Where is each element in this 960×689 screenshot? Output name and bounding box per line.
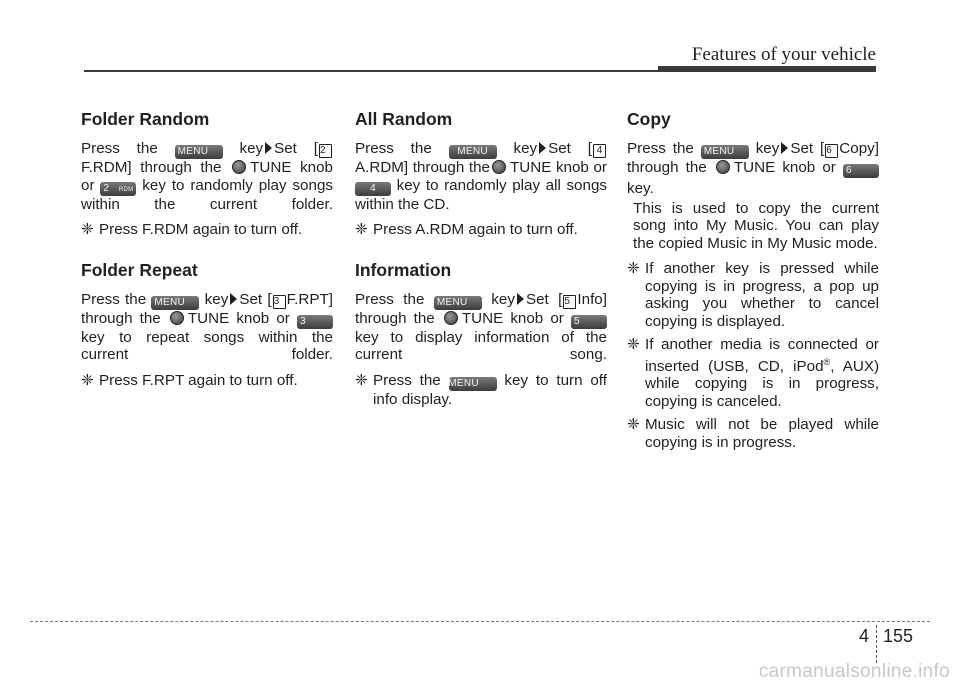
number-2-icon: 2 <box>319 144 332 158</box>
text: Info] <box>577 290 607 308</box>
tune-knob-icon <box>232 160 246 174</box>
text: A.RDM] <box>355 159 409 176</box>
folder-random-heading: Folder Random <box>81 109 210 129</box>
note-mark-icon: ❈ <box>627 260 640 277</box>
text: key <box>491 290 515 308</box>
text: , AUX) while copying is in progress, copying is canceled. <box>645 357 880 410</box>
text: key to randomly play songs within the current folder. <box>81 176 333 213</box>
watermark: carmanualsonline.info <box>758 661 950 682</box>
copy-note-1 <box>627 260 879 330</box>
tune-knob-icon <box>716 160 730 174</box>
key-3-icon: 3 <box>297 315 333 329</box>
text: F.RDM] <box>81 159 132 176</box>
note-mark-icon: ❈ <box>355 371 368 389</box>
tune-knob-icon <box>170 311 184 325</box>
text: through the <box>412 159 490 176</box>
menu-key-icon: MENU <box>701 145 749 159</box>
text: key to turn off info display. <box>373 371 607 408</box>
text: Press the <box>355 290 425 308</box>
text: through the <box>140 159 222 176</box>
text: Set [ <box>790 140 825 157</box>
text: key <box>239 140 264 157</box>
all-random-instruction <box>355 140 607 213</box>
folder-random-instruction <box>81 140 333 213</box>
page-number-divider <box>876 625 877 663</box>
text: Press the <box>81 140 158 157</box>
text: Press F.RPT again to turn off. <box>99 371 298 389</box>
number-3-icon: 3 <box>273 295 286 309</box>
folder-repeat-instruction <box>81 291 333 364</box>
text: Press A.RDM again to turn off. <box>373 221 578 238</box>
column-left <box>81 108 333 395</box>
text: Press F.RDM again to turn off. <box>99 221 303 238</box>
copy-instruction <box>627 140 879 178</box>
menu-key-icon: MENU <box>151 296 199 310</box>
information-heading: Information <box>355 259 452 280</box>
header-rule-thick <box>658 66 876 72</box>
text: If another key is pressed while copying is in progress, a pop up asking you whether to cancel copying is displayed. <box>645 260 879 330</box>
folder-random-note <box>81 221 333 239</box>
text: TUNE knob or <box>81 159 333 194</box>
key-4-icon: 4 <box>355 182 391 196</box>
column-right <box>627 108 879 457</box>
text: Set [ <box>274 140 318 157</box>
tune-knob-icon <box>492 160 506 174</box>
arrow-right-icon <box>539 142 546 154</box>
all-random-heading: All Random <box>355 109 453 129</box>
arrow-right-icon <box>265 142 272 154</box>
text: through the <box>81 309 161 327</box>
text: TUNE knob or <box>733 159 836 176</box>
text: key <box>755 140 780 157</box>
text: through the <box>627 159 707 176</box>
text: Press the <box>355 140 432 157</box>
copy-note-2 <box>627 336 879 410</box>
all-random-note <box>355 221 607 239</box>
rdm-key-number: 2 <box>103 182 110 194</box>
menu-key-icon: MENU <box>175 145 223 159</box>
text: Press the <box>81 290 147 308</box>
text: to randomly play all songs within the CD. <box>355 176 607 213</box>
tune-knob-icon <box>444 311 458 325</box>
page-number: 155 <box>883 626 914 646</box>
menu-key-icon: MENU <box>449 377 497 391</box>
copy-description: This is used to copy the current song into My Music. You can play the copied Music in My Music mode. <box>633 199 879 252</box>
text: key to display information of the current song. <box>355 328 607 363</box>
text: F.RPT] <box>286 290 333 308</box>
rdm-key-label: RDM <box>118 186 134 193</box>
note-mark-icon: ❈ <box>355 221 368 238</box>
menu-key-icon: MENU <box>434 296 482 310</box>
text: Set [ <box>548 140 592 157</box>
note-mark-icon: ❈ <box>81 371 94 389</box>
text: key to repeat songs within the current folder. <box>81 328 333 363</box>
text: Press the <box>627 140 694 157</box>
rdm-key-icon <box>100 182 136 196</box>
text: TUNE knob or <box>510 159 607 176</box>
footer-dashed-rule <box>30 621 930 622</box>
text: through the <box>355 309 435 327</box>
text: key <box>204 290 229 308</box>
text: TUNE knob or <box>461 309 564 327</box>
text: Set [ <box>239 290 272 308</box>
key-5-icon: 5 <box>571 315 607 329</box>
information-note <box>355 372 607 409</box>
arrow-right-icon <box>781 142 788 154</box>
column-middle <box>355 108 607 414</box>
text: TUNE knob or <box>187 309 290 327</box>
chapter-number: 4 <box>859 626 870 646</box>
running-header: Features of your vehicle <box>691 44 876 65</box>
text: key <box>396 176 421 194</box>
text: key <box>513 140 538 157</box>
arrow-right-icon <box>230 293 237 305</box>
number-6-icon: 6 <box>825 144 838 158</box>
number-5-icon: 5 <box>563 295 576 309</box>
note-mark-icon: ❈ <box>81 221 94 238</box>
copy-key-end: key. <box>627 180 654 197</box>
copy-heading: Copy <box>627 109 671 129</box>
information-instruction <box>355 291 607 364</box>
text: Set [ <box>525 290 563 308</box>
header-rule <box>84 70 660 72</box>
note-mark-icon: ❈ <box>627 416 640 434</box>
text: Music will not be played while copying is in progress. <box>645 416 879 451</box>
arrow-right-icon <box>517 293 524 305</box>
text: Copy] <box>839 140 879 157</box>
folder-repeat-note <box>81 372 333 390</box>
folder-repeat-heading: Folder Repeat <box>81 259 198 280</box>
text: Press the <box>373 371 441 389</box>
text: If another media is connected or inserted (USB, CD, iPod <box>645 336 879 375</box>
menu-key-icon: MENU <box>449 145 497 159</box>
registered-mark: ® <box>823 356 831 367</box>
note-mark-icon: ❈ <box>627 336 640 353</box>
number-4-icon: 4 <box>593 144 606 158</box>
key-6-icon: 6 <box>843 164 879 178</box>
copy-note-3 <box>627 416 879 451</box>
